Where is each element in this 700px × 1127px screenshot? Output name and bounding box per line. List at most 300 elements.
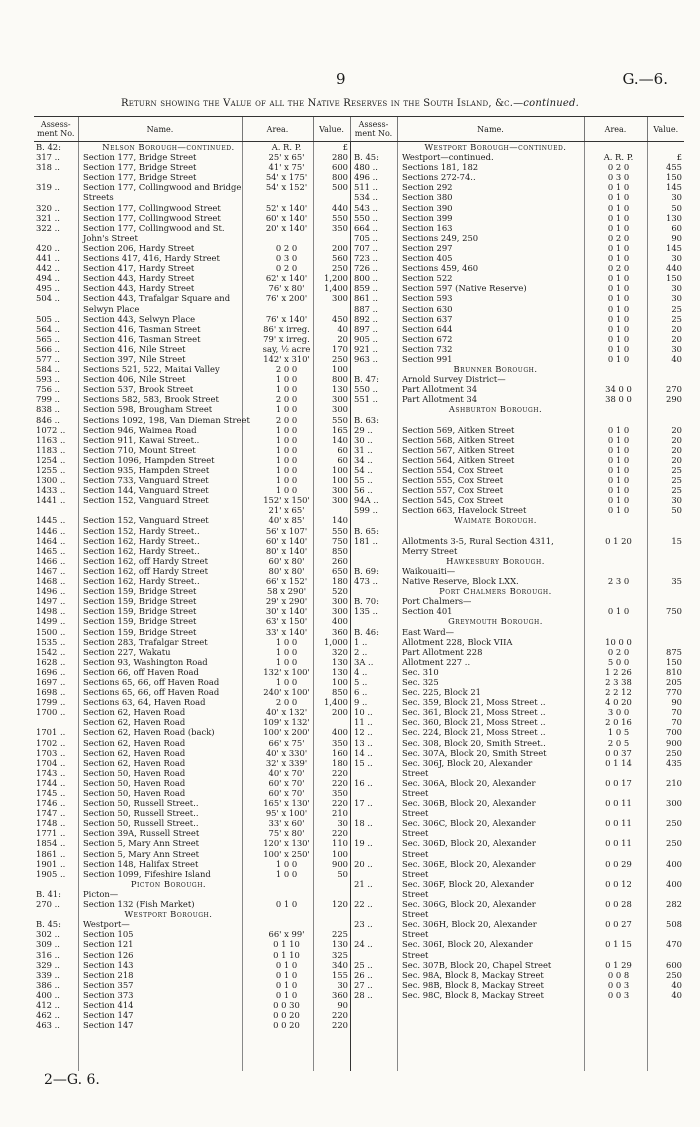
table-row <box>34 374 350 384</box>
reserve-value: £ <box>676 152 682 163</box>
reserve-area: 52' x 140' <box>265 202 308 213</box>
table-row <box>34 556 350 566</box>
reserve-value: 900 <box>332 858 348 869</box>
reserve-name: Streets <box>83 192 114 203</box>
reserve-name: Section 177, Collingwood and St. <box>83 222 225 233</box>
reserve-area: 2 0 0 <box>275 414 298 425</box>
reserve-name: Sec. 306G, Block 20, Alexander <box>402 899 536 910</box>
reserve-area: 0 1 10 <box>273 949 300 960</box>
reserve-name: Section 672 <box>402 333 453 344</box>
reserve-name: Section 557, Cox Street <box>402 485 504 496</box>
reserve-area: 2 2 12 <box>605 687 632 698</box>
reserve-value: 170 <box>332 343 348 354</box>
assessment-number: 1300 .. <box>36 475 66 486</box>
reserve-area <box>589 566 648 576</box>
table-row <box>352 233 684 243</box>
assessment-number: 56 .. <box>354 485 373 496</box>
assessment-number: B. 70: <box>354 596 379 607</box>
reserve-value: 220 <box>332 1020 348 1031</box>
assessment-number: 1697 .. <box>36 676 66 687</box>
table-row <box>352 182 684 192</box>
assessment-number: 1497 .. <box>36 596 66 607</box>
reserve-value: 160 <box>332 747 348 758</box>
header-value-right: Value. <box>647 117 684 142</box>
reserve-value: 100 <box>332 848 348 859</box>
reserve-name: Section 50, Russell Street.. <box>83 798 199 809</box>
reserve-area: 0 1 0 <box>607 192 630 203</box>
table-row <box>34 859 350 869</box>
reserve-name: Section 93, Washington Road <box>83 656 208 667</box>
table-row <box>34 404 350 414</box>
table-row <box>352 324 684 334</box>
reserve-value <box>648 586 684 596</box>
reserve-area <box>589 415 648 425</box>
reserve-value <box>648 364 684 374</box>
reserve-value: 250 <box>666 818 682 829</box>
reserve-value: 200 <box>332 707 348 718</box>
table-row <box>352 213 684 223</box>
reserve-value: 550 <box>332 414 348 425</box>
reserve-name: Section 733, Vanguard Street <box>83 475 209 486</box>
table-row <box>352 717 684 727</box>
table-row <box>34 253 350 263</box>
assessment-number: 1183 .. <box>36 444 66 455</box>
assessment-number: 1441 .. <box>36 495 66 506</box>
reserve-name: Allotment 228, Block VIIA <box>402 636 513 647</box>
reserve-area: 10 0 0 <box>605 636 632 647</box>
table-row <box>34 727 350 737</box>
assessment-number: 24 .. <box>354 939 373 950</box>
table-row <box>34 192 350 202</box>
assessment-number: 420 .. <box>36 242 60 253</box>
reserve-value: 440 <box>332 202 348 213</box>
table-row <box>352 415 684 425</box>
assessment-number: 566 .. <box>36 343 60 354</box>
reserve-value <box>648 627 684 637</box>
reserve-value <box>648 526 684 536</box>
reserve-value: 25 <box>671 475 682 486</box>
reserve-value: 30 <box>671 495 682 506</box>
assessment-number: 1465 .. <box>36 545 66 556</box>
reserve-name: Section 66, off Haven Road <box>83 666 199 677</box>
assessment-number: 550 .. <box>354 212 378 223</box>
table-row <box>352 677 684 687</box>
return-title-main: Return showing the Value of all the Native Reserves in the South Island, &c. <box>121 98 514 109</box>
reserve-value: 140 <box>332 515 348 526</box>
assessment-number: 463 .. <box>36 1020 60 1031</box>
reserve-area: 0 1 0 <box>607 465 630 475</box>
assessment-number <box>34 304 80 314</box>
reserve-area: 40' x 85' <box>268 515 305 526</box>
table-row <box>34 283 350 293</box>
reserve-value: 350 <box>332 737 348 748</box>
reserve-value: 205 <box>666 676 682 687</box>
reserve-name: Section 1099, Fifeshire Island <box>83 868 211 879</box>
assessment-number: 12 .. <box>354 727 373 738</box>
reserve-value: 130 <box>332 939 348 950</box>
assessment-number: 496 .. <box>354 172 378 183</box>
assessment-number: 1464 .. <box>36 535 66 546</box>
reserve-name: Sec. 306C, Block 20, Alexander <box>402 818 536 829</box>
reserve-area: 1 0 0 <box>275 636 298 647</box>
reserve-value: 1,000 <box>324 636 348 647</box>
reserve-name: Street <box>402 808 429 819</box>
reserve-area <box>589 950 648 960</box>
reserve-area <box>589 808 648 818</box>
reserve-area: 0 1 0 <box>607 606 630 617</box>
reserve-area: 54' x 175' <box>265 172 308 183</box>
assessment-number: 321 .. <box>36 212 60 223</box>
table-row <box>34 273 350 283</box>
reserve-value: 700 <box>666 727 682 738</box>
reserve-name: Waikouaiti— <box>402 565 456 576</box>
reserve-name: Sections 65, 66, off Haven Road <box>83 676 220 687</box>
header-name-left: Name. <box>78 117 242 142</box>
table-row <box>34 182 350 192</box>
reserve-area <box>589 929 648 939</box>
reserve-area: 0 1 0 <box>607 424 630 435</box>
table-row <box>352 970 684 980</box>
page-header <box>0 70 700 90</box>
reserve-area <box>589 515 648 525</box>
reserve-name: Sec. 224, Block 21, Moss Street .. <box>402 727 546 738</box>
assessment-number: 859 .. <box>354 283 378 294</box>
assessment-number: 705 .. <box>354 232 378 243</box>
reserve-value: 400 <box>332 727 348 738</box>
reserve-area <box>254 889 319 899</box>
reserve-area <box>589 586 648 596</box>
reserve-name: Section 283, Trafalgar Street <box>83 636 208 647</box>
assessment-number: 921 .. <box>354 343 378 354</box>
reserve-value: 350 <box>332 788 348 798</box>
reserve-name: Section 597 (Native Reserve) <box>402 283 527 294</box>
reserve-value: 250 <box>332 353 348 364</box>
reserve-value: 100 <box>332 364 348 375</box>
reserve-value: 550 <box>332 525 348 536</box>
table-row <box>352 566 684 576</box>
assessment-number: 1496 .. <box>36 586 66 597</box>
reserve-name: Sections 272-74.. <box>402 172 476 183</box>
assessment-number: 55 .. <box>354 475 373 486</box>
reserve-area: 1 0 5 <box>607 727 630 738</box>
reserve-value: 70 <box>671 717 682 728</box>
reserve-name: Street <box>402 929 429 940</box>
table-row <box>352 980 684 990</box>
reserve-value: 150 <box>666 656 682 667</box>
reserve-name: Section 417, Hardy Street <box>83 263 195 274</box>
reserve-name: Section 62, Haven Road <box>83 737 186 748</box>
assessment-number: B. 45: <box>36 919 61 930</box>
reserve-area <box>589 404 648 414</box>
table-row <box>352 263 684 273</box>
reserve-value <box>648 556 684 566</box>
assessment-number: 309 .. <box>36 939 60 950</box>
assessment-number <box>352 950 399 960</box>
reserve-name: Section 177, Bridge Street <box>83 172 197 183</box>
table-row <box>34 738 350 748</box>
table-row <box>352 606 684 616</box>
reserve-value <box>648 849 684 859</box>
assessment-number: 1255 .. <box>36 465 66 475</box>
table-row <box>352 445 684 455</box>
table-row <box>352 768 684 778</box>
reserve-value <box>648 808 684 818</box>
table-row <box>352 899 684 909</box>
assessment-number <box>352 808 399 818</box>
assessment-number: B. 47: <box>354 374 379 385</box>
reserve-area: 66' x 152' <box>265 576 308 587</box>
reserve-value: 220 <box>332 828 348 839</box>
reserve-area: 0 1 0 <box>607 303 630 314</box>
reserve-name: Sections 65, 66, off Haven Road <box>83 687 220 698</box>
assessment-number: 1744 .. <box>36 777 66 788</box>
table-row <box>352 223 684 233</box>
footer-code: 2—G. 6. <box>44 1072 100 1088</box>
reserve-name: Section 121 <box>83 939 134 950</box>
reserve-name: Sec. 310 <box>402 666 439 677</box>
assessment-number: 550 .. <box>354 384 378 395</box>
reserve-area: 0 1 0 <box>607 353 630 364</box>
section-heading-row <box>352 586 684 596</box>
reserve-name: Street <box>402 949 429 960</box>
assessment-number: 11 .. <box>354 717 373 728</box>
reserve-area: 1 0 0 <box>275 676 298 687</box>
reserve-area: 1 0 0 <box>275 858 298 869</box>
reserve-name: Sec. 307A, Block 20, Smith Street <box>402 747 547 758</box>
reserve-name: Street <box>402 909 429 920</box>
reserve-area: 0 1 0 <box>275 969 298 980</box>
reserve-area: 0 1 20 <box>605 535 632 546</box>
reserve-area: 0 1 0 <box>607 283 630 294</box>
reserve-name: Picton— <box>83 888 119 899</box>
reserve-area: 1 0 0 <box>275 444 298 455</box>
reserve-value: 40 <box>671 353 682 364</box>
return-title-continued: —continued. <box>513 98 579 109</box>
reserve-name: Section 397, Nile Street <box>83 353 186 364</box>
reserve-area: 1 0 0 <box>275 374 298 385</box>
table-row <box>34 758 350 768</box>
reserve-value: 50 <box>671 202 682 213</box>
reserve-name: Section 62, Haven Road (back) <box>83 727 215 738</box>
assessment-number: 551 .. <box>354 394 378 405</box>
assessment-number <box>34 879 80 889</box>
column-headers <box>34 116 684 142</box>
reserve-value: 150 <box>666 273 682 284</box>
reserve-name: Sections 582, 583, Brook Street <box>83 394 219 405</box>
table-row <box>34 748 350 758</box>
reserve-value: 350 <box>332 222 348 233</box>
reserve-value: 130 <box>332 384 348 395</box>
reserve-area: 0 1 0 <box>607 202 630 213</box>
reserve-area: 3 0 0 <box>607 707 630 718</box>
assessment-number: 599 .. <box>354 505 378 516</box>
assessment-number: 2 .. <box>354 646 368 657</box>
reserve-value: 300 <box>666 798 682 809</box>
table-row <box>352 950 684 960</box>
reserve-area: 0 1 0 <box>607 212 630 223</box>
reserve-name: Section 50, Russell Street.. <box>83 818 199 829</box>
table-row <box>34 960 350 970</box>
reserve-area: 0 1 0 <box>607 273 630 284</box>
reserve-name: Section 62, Haven Road <box>83 707 186 718</box>
reserve-name: Sections 1092, 198, Van Dieman Street <box>83 414 250 425</box>
reserve-name: Westport—continued. <box>402 152 494 163</box>
table-row <box>34 213 350 223</box>
assessment-number: 799 .. <box>36 394 60 405</box>
assessment-number: 534 .. <box>354 192 378 203</box>
table-row <box>352 273 684 283</box>
reserve-area: 56' x 107' <box>265 525 308 536</box>
reserve-value: 282 <box>666 899 682 910</box>
assessment-number: 905 .. <box>354 333 378 344</box>
reserve-value <box>648 515 684 525</box>
reserve-area: 0 0 17 <box>605 777 632 788</box>
reserve-name: Selwyn Place <box>83 303 140 314</box>
reserve-area: 109' x 132' <box>263 717 310 728</box>
assessment-number: 1905 .. <box>36 868 66 879</box>
reserve-area <box>589 596 648 606</box>
assessment-number: 1254 .. <box>36 454 66 465</box>
reserve-name: Westport Borough. <box>124 909 213 920</box>
assessment-number: 756 .. <box>36 384 60 395</box>
left-column <box>34 142 350 1067</box>
reserve-value: 20 <box>671 434 682 445</box>
reserve-area: 0 0 3 <box>607 979 630 990</box>
reserve-area: 20' x 140' <box>265 222 308 233</box>
reserve-name: Section 132 (Fish Market) <box>83 899 195 910</box>
reserve-name: Section 630 <box>402 303 453 314</box>
reserve-name: Allotments 3-5, Rural Section 4311, <box>402 535 554 546</box>
reserve-area: 240' x 100' <box>263 687 310 698</box>
reserve-value: 400 <box>666 858 682 869</box>
reserve-area: 152' x 150' <box>263 495 310 506</box>
reserve-name: Arnold Survey District— <box>402 374 506 385</box>
assessment-number: 3A .. <box>354 656 374 667</box>
reserve-name: Sec. 325 <box>402 676 439 687</box>
reserve-value: 220 <box>332 767 348 778</box>
reserve-area: 0 1 10 <box>273 939 300 950</box>
table-row <box>34 314 350 324</box>
assessment-number: 1446 .. <box>36 525 66 536</box>
table-row <box>352 354 684 364</box>
reserve-value <box>319 233 350 243</box>
table-row <box>34 849 350 859</box>
reserve-value: 145 <box>666 182 682 193</box>
reserve-area <box>589 526 648 536</box>
assessment-number <box>34 909 80 919</box>
assessment-number: 1466 .. <box>36 555 66 566</box>
reserve-name: Sections 417, 416, Hardy Street <box>83 253 220 264</box>
section-heading-row <box>352 515 684 525</box>
reserve-value: 600 <box>666 959 682 970</box>
reserve-area: 75' x 80' <box>268 828 305 839</box>
reserve-area: 60' x 80' <box>268 555 305 566</box>
reserve-name: Sec. 359, Block 21, Moss Street .. <box>402 697 546 708</box>
table-row <box>34 657 350 667</box>
reserve-name: Sec. 225, Block 21 <box>402 687 481 698</box>
assessment-number: 1748 .. <box>36 818 66 829</box>
reserve-area: 76' x 140' <box>265 313 308 324</box>
table-row <box>352 919 684 929</box>
reserve-area: 0 0 11 <box>605 838 632 849</box>
reserve-name: Section 357 <box>83 979 134 990</box>
table-row <box>352 647 684 657</box>
reserve-name: Section 162, Hardy Street.. <box>83 545 200 556</box>
table-row <box>34 808 350 818</box>
reserve-value: 210 <box>666 777 682 788</box>
reserve-value: 225 <box>332 929 348 940</box>
reserve-value: 30 <box>671 293 682 304</box>
table-row <box>352 748 684 758</box>
reserve-value: 520 <box>332 586 348 597</box>
reserve-name: Section 405 <box>402 253 453 264</box>
reserve-area: 0 1 0 <box>607 293 630 304</box>
reserve-value: 25 <box>671 303 682 314</box>
reserve-name: Section 416, Nile Street <box>83 343 186 354</box>
assessment-number <box>34 233 80 243</box>
assessment-number <box>352 364 399 374</box>
table-row <box>352 304 684 314</box>
table-row <box>34 515 350 525</box>
reserve-name: Sec. 308, Block 20, Smith Street.. <box>402 737 546 748</box>
table-row <box>352 687 684 697</box>
table-row <box>34 768 350 778</box>
reserve-area: 1 0 0 <box>275 646 298 657</box>
reserve-value: 70 <box>671 707 682 718</box>
reserve-name: Sec. 361, Block 21, Moss Street .. <box>402 707 546 718</box>
reserve-value: 300 <box>332 404 348 415</box>
table-row <box>352 455 684 465</box>
reserve-name: Section 401 <box>402 606 453 617</box>
reserve-area: 2 3 0 <box>607 576 630 587</box>
table-row <box>34 1000 350 1010</box>
assessment-number: 584 .. <box>36 364 60 375</box>
reserve-value: 120 <box>332 899 348 910</box>
table-row <box>352 172 684 182</box>
table-row <box>352 536 684 546</box>
table-row <box>34 384 350 394</box>
reserve-area: 1 0 0 <box>275 465 298 475</box>
document-code: G.—6. <box>622 70 668 88</box>
right-column <box>352 142 684 1067</box>
reserve-value: 800 <box>332 374 348 385</box>
table-row <box>352 627 684 637</box>
reserve-name: Section 443, Selwyn Place <box>83 313 196 324</box>
reserve-area: 2 0 0 <box>275 364 298 375</box>
table-row <box>352 435 684 445</box>
table-row <box>352 657 684 667</box>
assessment-number: 1628 .. <box>36 656 66 667</box>
reserve-area: 66' x 99' <box>268 929 305 940</box>
reserve-area: 132' x 100' <box>263 666 310 677</box>
return-title <box>0 98 700 109</box>
table-row <box>352 203 684 213</box>
reserve-value <box>319 879 350 889</box>
reserve-area: 2 0 0 <box>275 394 298 405</box>
table-row <box>352 637 684 647</box>
reserve-value: 250 <box>666 838 682 849</box>
assessment-number: 322 .. <box>36 222 60 233</box>
reserve-name: Section 568, Aitken Street <box>402 434 515 445</box>
reserve-area <box>254 192 319 202</box>
assessment-number: 480 .. <box>354 162 378 173</box>
reserve-name: Sec. 306B, Block 20, Alexander <box>402 798 536 809</box>
reserve-value: 360 <box>332 989 348 1000</box>
table-row <box>34 495 350 505</box>
reserve-value: 250 <box>666 747 682 758</box>
table-row <box>352 576 684 586</box>
table-row <box>34 223 350 233</box>
